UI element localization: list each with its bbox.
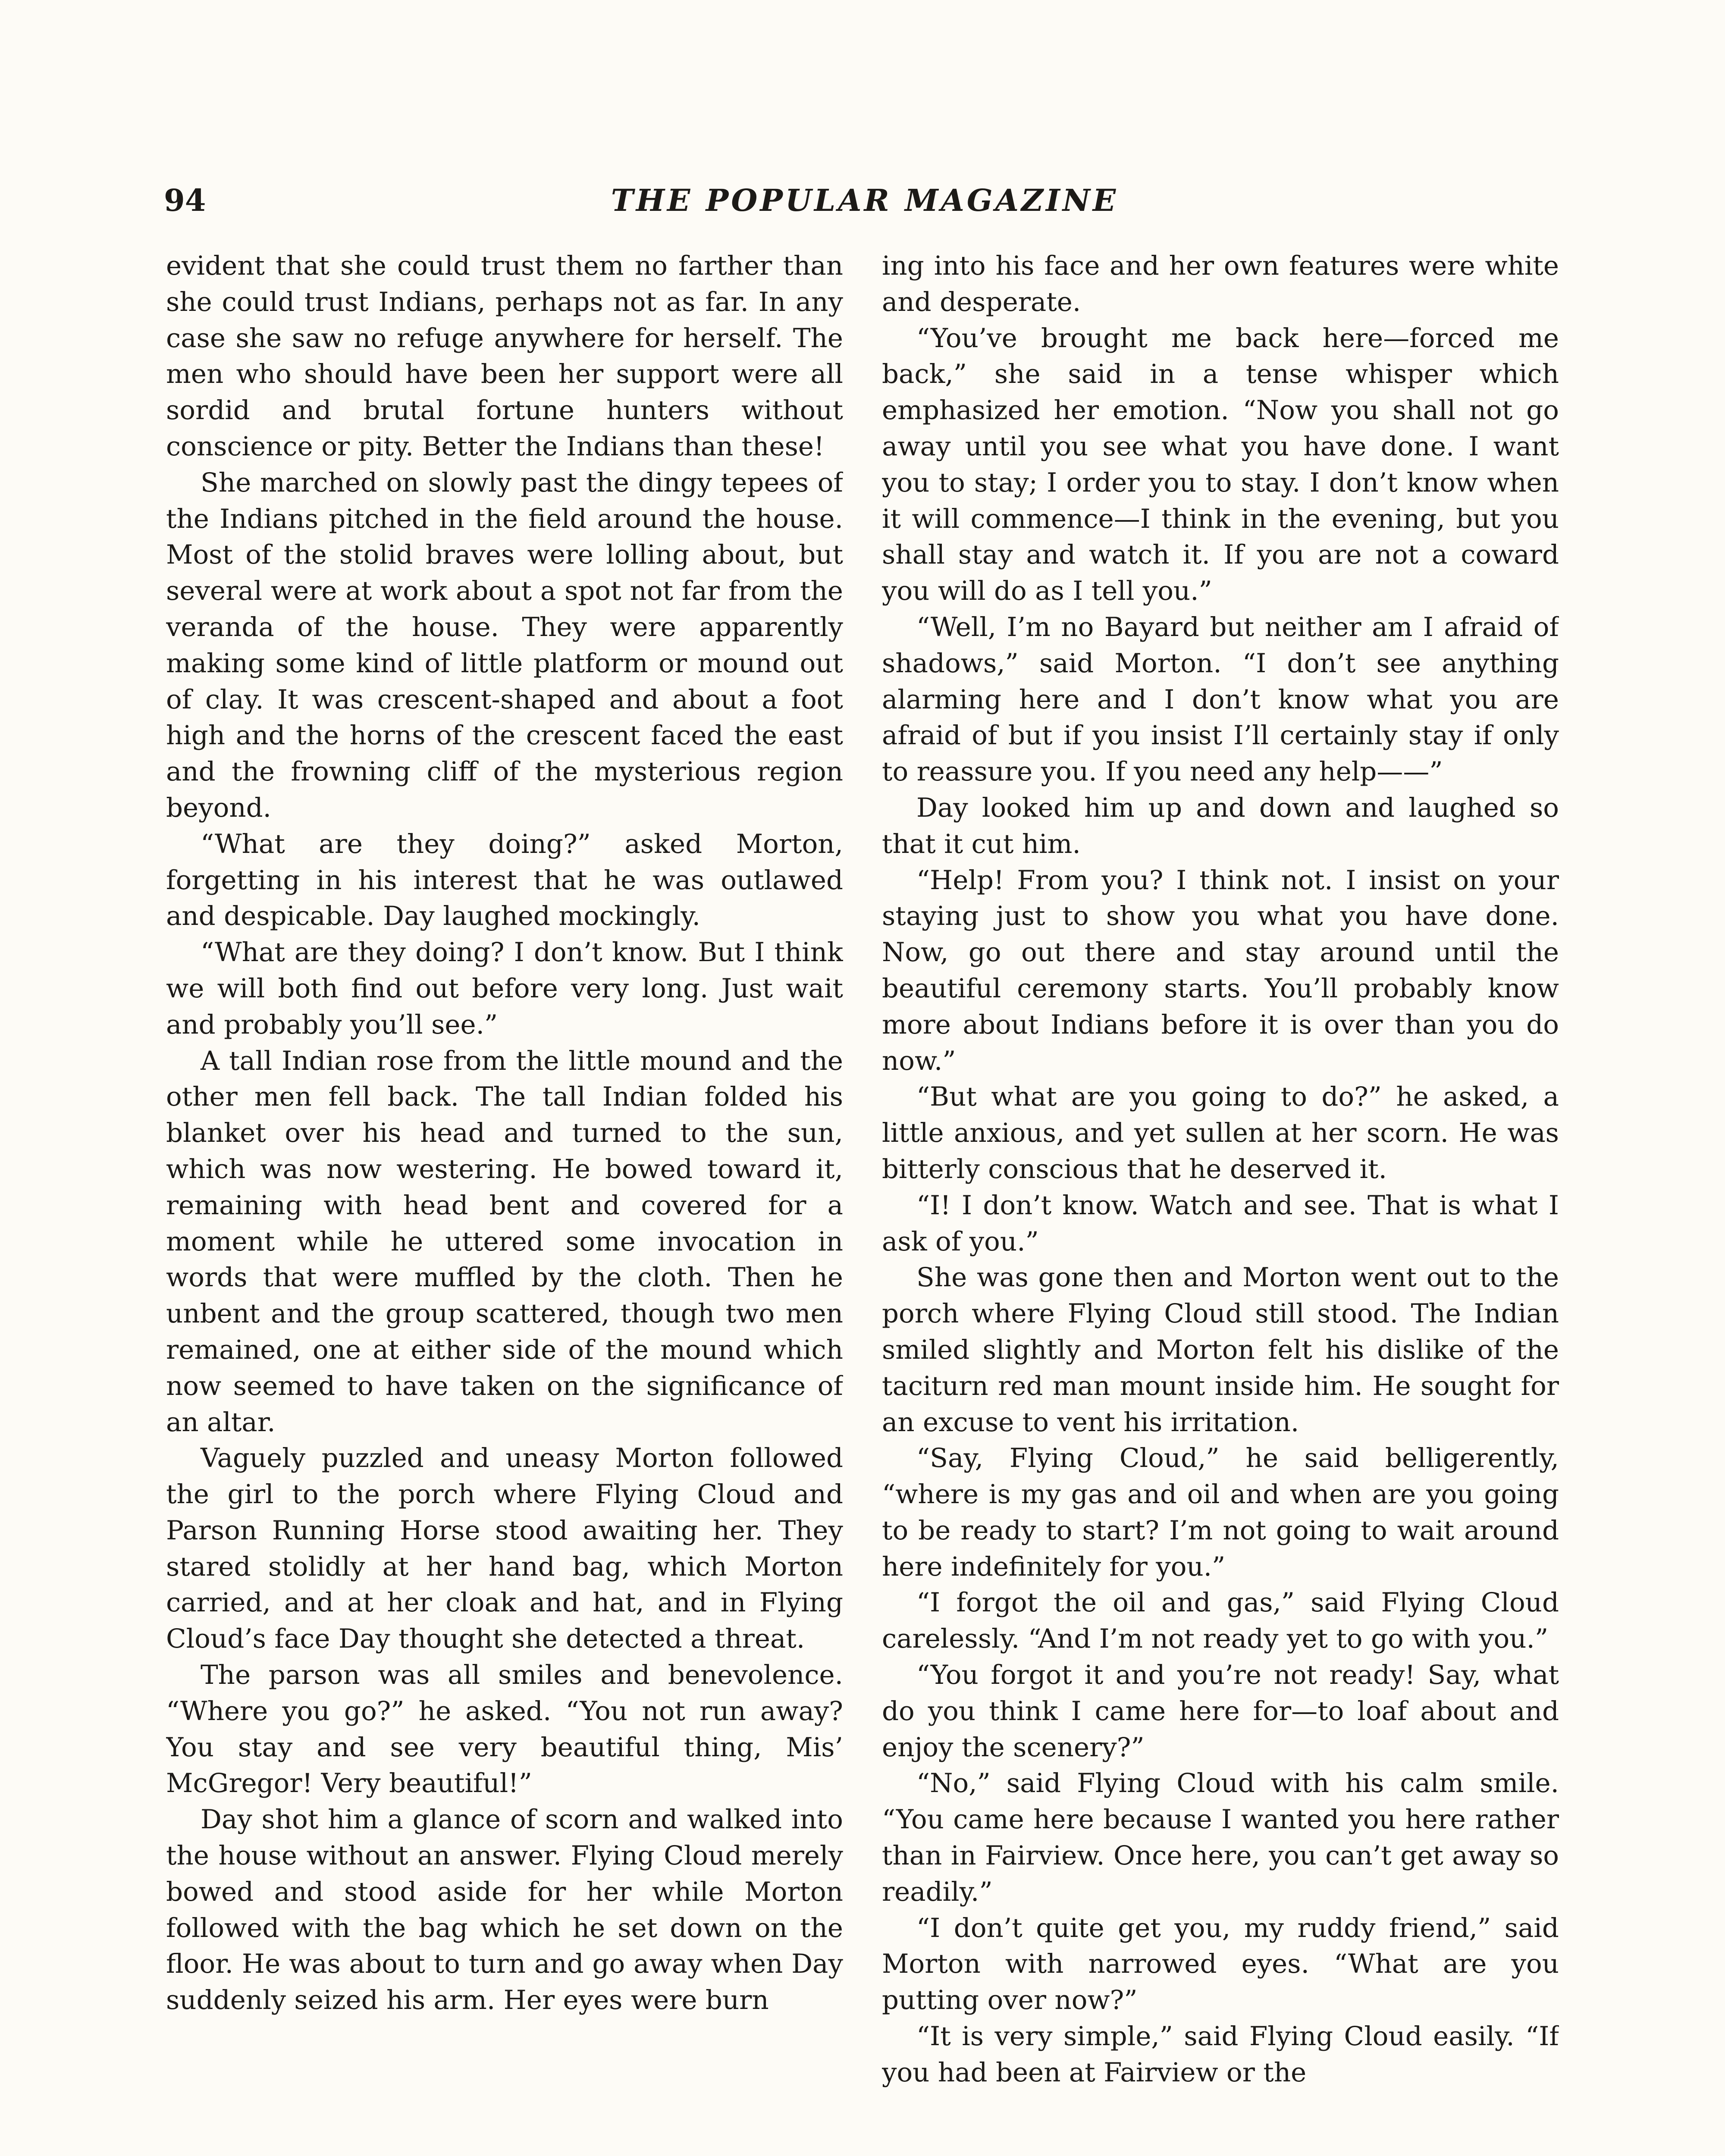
paragraph: “You’ve brought me back here—forced me back,” she said in a tense whisper which emphasized her emotion. “Now you shall not go away until you see what you have done. I want you to stay; I order you to stay. I don’t know when it will commence—I think in the evening, but you shall stay and watch it. If you are not a coward you will do as I tell you.” — [882, 323, 1559, 607]
right-column — [882, 248, 1559, 2156]
left-column — [166, 248, 843, 2156]
paragraph: ing into his face and her own features were white and desperate. — [882, 251, 1559, 317]
paragraph: Vaguely puzzled and uneasy Morton followed the girl to the porch where Flying Cloud and Parson Running Horse stood awaiting her. They stared stolidly at her hand bag, which Morton carried, and at her cloak and hat, and in Flying Cloud’s face Day thought she detected a threat. — [166, 1443, 843, 1655]
paragraph: “I forgot the oil and gas,” said Flying Cloud carelessly. “And I’m not ready yet to go with you.” — [882, 1587, 1559, 1655]
paragraph: “But what are you going to do?” he asked, a little anxious, and yet sullen at her scorn. He was bitterly conscious that he deserved it. — [882, 1081, 1559, 1185]
paragraph: “Well, I’m no Bayard but neither am I afraid of shadows,” said Morton. “I don’t see anything alarming here and I don’t know what you are afraid of but if you insist I’ll certainly stay if only to reassure you. If you need any help——” — [882, 611, 1559, 787]
paragraph: The parson was all smiles and benevolence. “Where you go?” he asked. “You not run away? You stay and see very beautiful thing, Mis’ McGregor! Very beautiful!” — [166, 1660, 843, 1799]
paragraph: “Help! From you? I think not. I insist on your staying just to show you what you have done. Now, go out there and stay around until the beautiful ceremony starts. You’ll probably know more about Indians before it is over than you do now.” — [882, 865, 1559, 1076]
paragraph: “It is very simple,” said Flying Cloud easily. “If you had been at Fairview or the — [882, 2021, 1559, 2088]
paragraph: “What are they doing?” asked Morton, forgetting in his interest that he was outlawed and despicable. Day laughed mockingly. — [166, 828, 843, 932]
paragraph: evident that she could trust them no farther than she could trust Indians, perhaps not as far. In any case she saw no refuge anywhere for herself. The men who should have been her support were all sordid and brutal fortune hunters without conscience or pity. Better the Indians than these! — [166, 251, 843, 462]
paragraph: Day looked him up and down and laughed so that it cut him. — [882, 792, 1559, 859]
paragraph: “I! I don’t know. Watch and see. That is what I ask of you.” — [882, 1190, 1559, 1257]
page-number: 94 — [164, 182, 206, 218]
paragraph: “What are they doing? I don’t know. But I think we will both find out before very long. Just wait and probably you’ll see.” — [166, 937, 843, 1040]
paragraph: She marched on slowly past the dingy tepees of the Indians pitched in the field around the house. Most of the stolid braves were lolling about, but several were at work about a spot not far from the veranda of the house. They were apparently making some kind of little platform or mound out of clay. It was crescent-shaped and about a foot high and the horns of the crescent faced the east and the frowning cliff of the mysterious region beyond. — [166, 467, 843, 823]
paragraph: “No,” said Flying Cloud with his calm smile. “You came here because I wanted you here rather than in Fairview. Once here, you can’t get away so readily.” — [882, 1768, 1559, 1907]
paragraph: “I don’t quite get you, my ruddy friend,” said Morton with narrowed eyes. “What are you putting over now?” — [882, 1912, 1559, 2016]
paragraph: A tall Indian rose from the little mound and the other men fell back. The tall Indian folded his blanket over his head and turned to the sun, which was now westering. He bowed toward it, remaining with head bent and covered for a moment while he uttered some invocation in words that were muffled by the cloth. Then he unbent and the group scattered, though two men remained, one at either side of the mound which now seemed to have taken on the significance of an altar. — [166, 1045, 843, 1438]
magazine-title: THE POPULAR MAGAZINE — [611, 182, 1119, 218]
paragraph: She was gone then and Morton went out to the porch where Flying Cloud still stood. The Indian smiled slightly and Morton felt his dislike of the taciturn red man mount inside him. He sought for an excuse to vent his irritation. — [882, 1262, 1559, 1438]
running-header — [164, 175, 1565, 226]
paragraph: “You forgot it and you’re not ready! Say, what do you think I came here for—to loaf about and enjoy the scenery?” — [882, 1660, 1559, 1763]
paragraph: “Say, Flying Cloud,” he said belligerently, “where is my gas and oil and when are you going to be ready to start? I’m not going to wait around here indefinitely for you.” — [882, 1443, 1559, 1582]
paragraph: Day shot him a glance of scorn and walked into the house without an answer. Flying Cloud merely bowed and stood aside for her while Morton followed with the bag which he set down on the floor. He was about to turn and go away when Day suddenly seized his arm. Her eyes were burn — [166, 1804, 843, 2016]
